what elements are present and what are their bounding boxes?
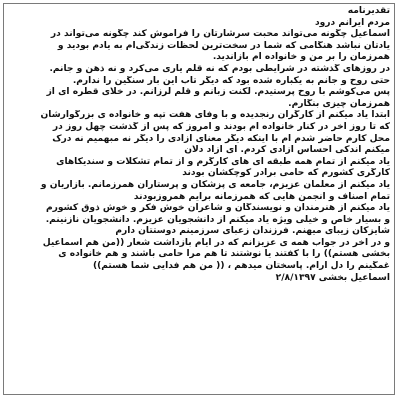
letter-line: تمام اصناف و انجمن هایی که همرزمانه برایم همروزبودند bbox=[133, 191, 390, 202]
letter-line: غمگینم را دل آرام. پاسختان میدهم ، (( من هم فدایی شما هستم)) bbox=[92, 261, 390, 272]
letter-line: یادتان نباشد هنگامی که شما در سخت‌ترین لحظات زندگی‌ام به یادم بودید و bbox=[57, 40, 390, 51]
letter-line: همرزمان چیزی بنگارم. bbox=[288, 98, 390, 109]
letter-line: مردم ایرانم درود bbox=[314, 17, 390, 28]
letter-line: یاد میکنم از معلمان عزیزم، جامعه ی پزشکان و پرستاران همرزمانم. بازاریان و bbox=[40, 179, 390, 190]
letter-line: بخشی هستم)) را با کفتند یا نوشتند تا هم مرا حامی باشند و هم خانواده ی bbox=[58, 249, 390, 260]
letter-line: ابتدا یاد میکنم از کارگران رنجدیده و با وفای هفت تپه و خانواده ی بزرگوارشان bbox=[40, 110, 390, 121]
letter-line: یاد میکنم از هنرمندان و نویسندگان و شاعران خوش فکر و خوش ذوق کشورم bbox=[45, 203, 390, 214]
letter-line: در روزهای گذشته در شرایطی بودم که نه قلم یاری می‌کرد و نه ذهن و جانم. bbox=[49, 63, 390, 74]
letter-line: شایزکان زیبای میهنم. فرزندان زعبای سرزمینم دوستتان دارم bbox=[115, 226, 390, 237]
letter-line: کارگری کشورم که حامی برادر کوچکشان بودند bbox=[182, 168, 390, 179]
letter-line: و بسیار خاص و خیلی ویژه یاد میکنم از دانشجویان عزیزم. دانشجویان نازنینم. bbox=[45, 214, 390, 225]
letter-title: تقدیرنامه bbox=[347, 6, 390, 16]
letter-line: که تا روز آخر در کنار خانواده ام بودند و امروز که پس از گذشت چهل روز در bbox=[52, 121, 390, 132]
letter-line: حتی روح و جانم به یکباره شده بود که دیگر تاب این بار سنگین را ندارم. bbox=[72, 75, 390, 86]
letter-line: و در آخر در جواب همه ی عزیزانم که در ایام بازداشت شعار ((من هم اسماعیل bbox=[42, 237, 390, 248]
letter-line: اسماعیل چگونه می‌تواند محبت سرشارتان را فراموش کند چگونه می‌تواند در bbox=[50, 29, 390, 40]
letter-line: محل کارم حاضر شدم ام با اینکه دیگر معنای آزادی را دیگر نه مبهمیم نه درک bbox=[52, 133, 390, 144]
letter-body bbox=[8, 6, 390, 284]
letter-signature: اسماعیل بخشی ۲/۸/۱۳۹۷ bbox=[275, 272, 390, 283]
letter-line: همرزمان را بر من و خانواده ام بازاندید. bbox=[212, 52, 390, 63]
letter-line: پس می‌کوشم با روح پرستیدم. لکنت زبانم و قلم لرزانم. در خلای قطره ای از bbox=[46, 87, 390, 98]
letter-line: میکنم اندکی احساس آزادی کردم. ای آزاد دلان bbox=[184, 145, 390, 156]
letter-line: یاد میکنم از تمام همه طبقه ای های کارگرم و از تمام تشکلات و سندیکاهای bbox=[56, 156, 390, 167]
